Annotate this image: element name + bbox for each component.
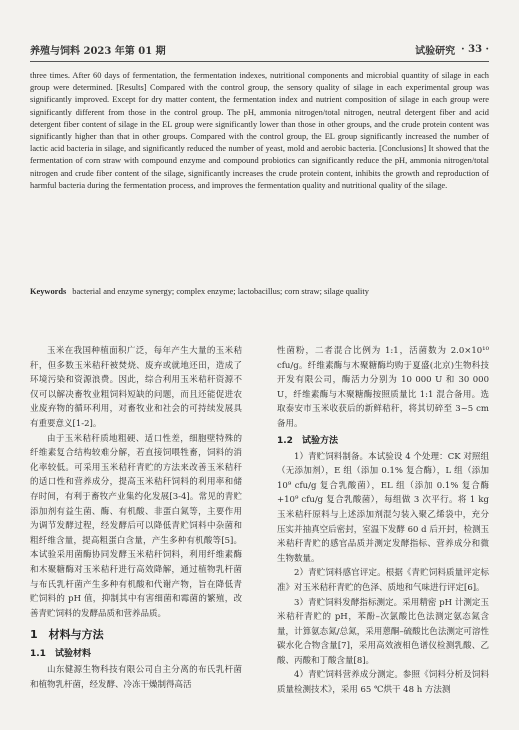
method-paragraph-2: 2）青贮饲料感官评定。根据《青贮饲料质量评定标准》对玉米秸秆青贮的色泽、质地和气味进行评定[6]。 [277, 568, 489, 593]
abstract-paragraph: three times. After 60 days of fermentation, the fermentation indexes, nutritional components and microbial quantity of silage in each group were determined. [Results] Compared with the control group, the sensory quality of silage in each experimental group was significantly improved. Except for dry matter content, the fermentation index and nutrient composition of silage in each group were significantly different from those in the control group. The pH, ammonia nitrogen/total nitrogen, neutral detergent fiber and acid detergent fiber content of silage in the EL group were significantly lower than those in other groups, and the crude protein content was significantly higher than that in other groups. Compared with the control group, the EL group significantly increased the number of lactic acid bacteria in silage, and significantly reduced the number of yeast, mold and aerobic bacteria. [Conclusions] It showed that the fermentation of corn straw with compound enzyme and compound probiotics can significantly reduce the pH, ammonia nitrogen/total nitrogen and crude fiber content of the silage, significantly increases the crude protein content, inhibits the growth and reproduction of harmful bacteria during the fermentation process, and improves the fermentation quality and nutritional quality of the silage. [30, 71, 489, 190]
section-label: 试验研究 [415, 45, 456, 57]
keywords-text: bacterial and enzyme synergy; complex enzyme; lactobacillus; corn straw; silage quality [72, 287, 369, 296]
method-paragraph-3: 3）青贮饲料发酵指标测定。采用精密 pH 计测定玉米秸秆青贮的 pH，苯酚–次氯酸比色法测定氨态氮含量，计算氨态氮/总氮，采用蒽酮–硫酸比色法测定可溶性碳水化合物含量[7]，采用高效液相色谱仪检测乳酸、乙酸、丙酸和丁酸含量[8]。 [277, 597, 489, 666]
left-column [30, 344, 242, 692]
intro-paragraph-2: 由于玉米秸秆质地粗硬、适口性差，细胞壁特殊的纤维素复合结构较难分解，若直接饲喂牲畜，饲料的消化率较低。可采用玉米秸秆青贮的方法来改善玉米秸秆的适口性和营养成分，提高玉米秸秆饲料的利用率和储存时间，有利于畜牧产业集约化发展[3-4]。常见的青贮添加剂有益生菌、酶、有机酸、非蛋白氮等，主要作用为调节发酵过程，经发酵后可以降低青贮饲料中杂菌和粗纤维含量，提高粗蛋白含量，产生多种有机酸等[5]。本试验采用菌酶协同发酵玉米秸秆饲料，利用纤维素酶和木聚糖酶对玉米秸秆进行高效降解，通过植物乳杆菌与布氏乳杆菌产生多种有机酸和代谢产物，旨在降低青贮饲料的 pH 值，抑制其中有害细菌和霉菌的繁殖，改善青贮饲料的发酵品质和营养品质。 [30, 433, 242, 619]
method-paragraph-4: 4）青贮饲料营养成分测定。参照《饲料分析及饲料质量检测技术》，采用 65 ℃烘干 48 h 方法测 [277, 670, 489, 696]
journal-title: 养殖与饲料 2023 年第 01 期 [30, 45, 166, 57]
page-header [30, 40, 489, 58]
method-paragraph-1: 1）青贮饲料制备。本试验设 4 个处理：CK 对照组（无添加剂），E 组（添加 0.1% 复合酶），L 组（添加 10⁹ cfu/g 复合乳酸菌），EL 组（添加 0.1% 复合酶+10⁹ cfu/g 复合乳酸菌），每组做 3 次平行。将 1 kg 玉米秸秆原料与上述添加剂混匀装入聚乙烯袋中，充分压实并抽真空后密封，室温下发酵 60 d 后开封，检测玉米秸秆青贮的感官品质并测定发酵指标、营养成分和微生物数量。 [277, 451, 489, 564]
header-rule [30, 61, 489, 62]
right-column [277, 344, 489, 698]
keywords-line [30, 286, 489, 298]
intro-paragraph-1: 玉米在我国种植面积广泛，每年产生大量的玉米秸秆，但多数玉米秸秆被焚烧、废弃或就地还田，造成了环境污染和资源浪费。因此，综合利用玉米秸秆资源不仅可以解决畜牧业粗饲料短缺的问题，而且还能促进农业废弃物的循环利用，对畜牧业和社会的可持续发展具有重要意义[1-2]。 [30, 346, 242, 429]
page-number: · 33 · [461, 43, 489, 55]
materials-paragraph: 山东健源生物科技有限公司自主分离的布氏乳杆菌和植物乳杆菌，经发酵、冷冻干燥制得高活 [30, 665, 242, 690]
subsection-heading-materials: 1.1 试验材料 [30, 649, 91, 660]
keywords-label: Keywords [30, 287, 67, 296]
subsection-heading-methods: 1.2 试验方法 [277, 435, 338, 446]
header-right [415, 42, 489, 57]
materials-continuation: 性菌粉，二者混合比例为 1:1，活菌数为 2.0×10¹⁰ cfu/g。纤维素酶与木聚糖酶均购于夏盛(北京)生物科技开发有限公司，酶活力分别为 10 000 U 和 30 000 U，纤维素酶与木聚糖酶按照质量比 1:1 混合备用。选取泰安市玉米收获后的新鲜秸秆，将其切碎至 3~5 cm 备用。 [277, 346, 489, 429]
section-heading-materials-methods: 1 材料与方法 [30, 628, 104, 642]
